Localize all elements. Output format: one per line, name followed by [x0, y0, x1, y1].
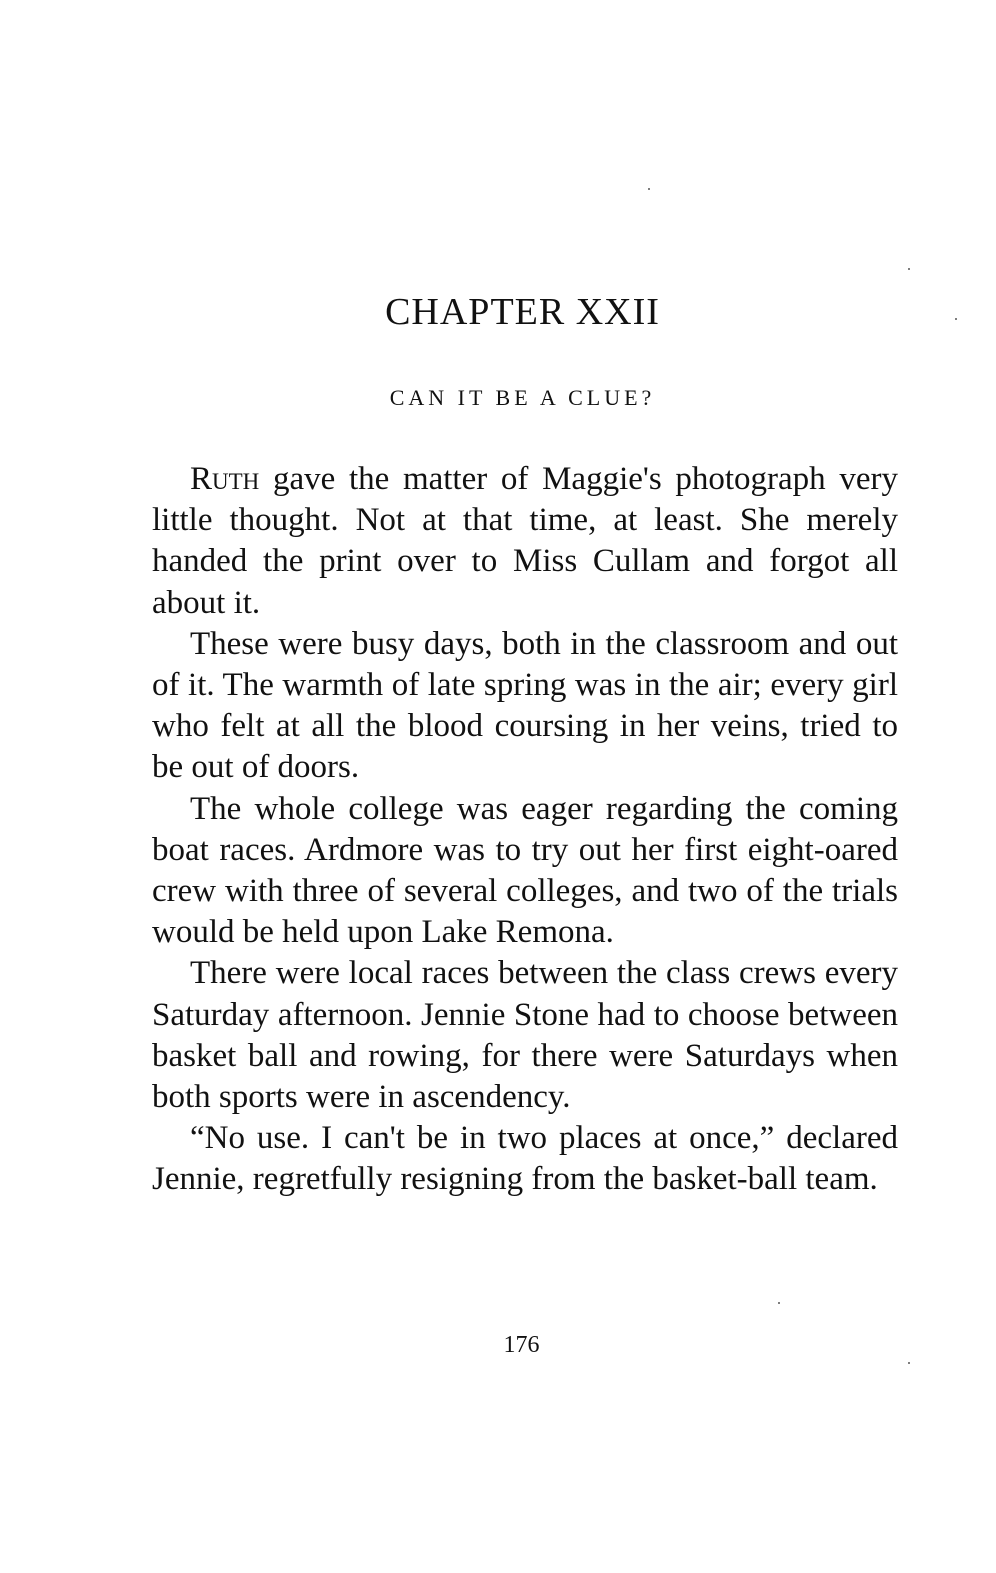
chapter-title: CAN IT BE A CLUE?: [389, 385, 656, 410]
scan-speck: [908, 1362, 910, 1364]
paragraph-text: gave the matter of Maggie's photograph very little thought. Not at that time, at least. She merely handed the print over to Miss Cullam and forgot all about it.: [152, 461, 898, 621]
paragraph: [152, 624, 898, 789]
scan-speck: [778, 1302, 780, 1304]
chapter-heading: CHAPTER XXII: [385, 291, 660, 333]
chapter-body: [152, 459, 898, 1201]
paragraph: [152, 1118, 898, 1200]
paragraph-text: The whole college was eager regarding the coming boat races. Ardmore was to try out her first eight-oared crew with three of several colleges, and two of the trials would be held upon Lake Remona.: [152, 790, 898, 951]
opening-word: Ruth: [190, 461, 260, 497]
page-number: 176: [503, 1332, 540, 1358]
paragraph: [152, 459, 898, 624]
paragraph-text: These were busy days, both in the classroom and out of it. The warmth of late spring was in the air; every girl who felt at all the blood coursing in her veins, tried to be out of doors.: [152, 625, 898, 786]
scan-speck: [648, 188, 650, 190]
paragraph-text: “No use. I can't be in two places at once,” declared Jennie, regretfully resigning from the basket-ball team.: [152, 1120, 898, 1198]
paragraph: [152, 953, 898, 1118]
paragraph: [152, 789, 898, 954]
paragraph-text: There were local races between the class crews every Saturday afternoon. Jennie Stone had to choose between basket ball and rowing, for there were Saturdays when both sports were in ascendency.: [152, 955, 898, 1116]
scan-speck: [908, 268, 910, 270]
